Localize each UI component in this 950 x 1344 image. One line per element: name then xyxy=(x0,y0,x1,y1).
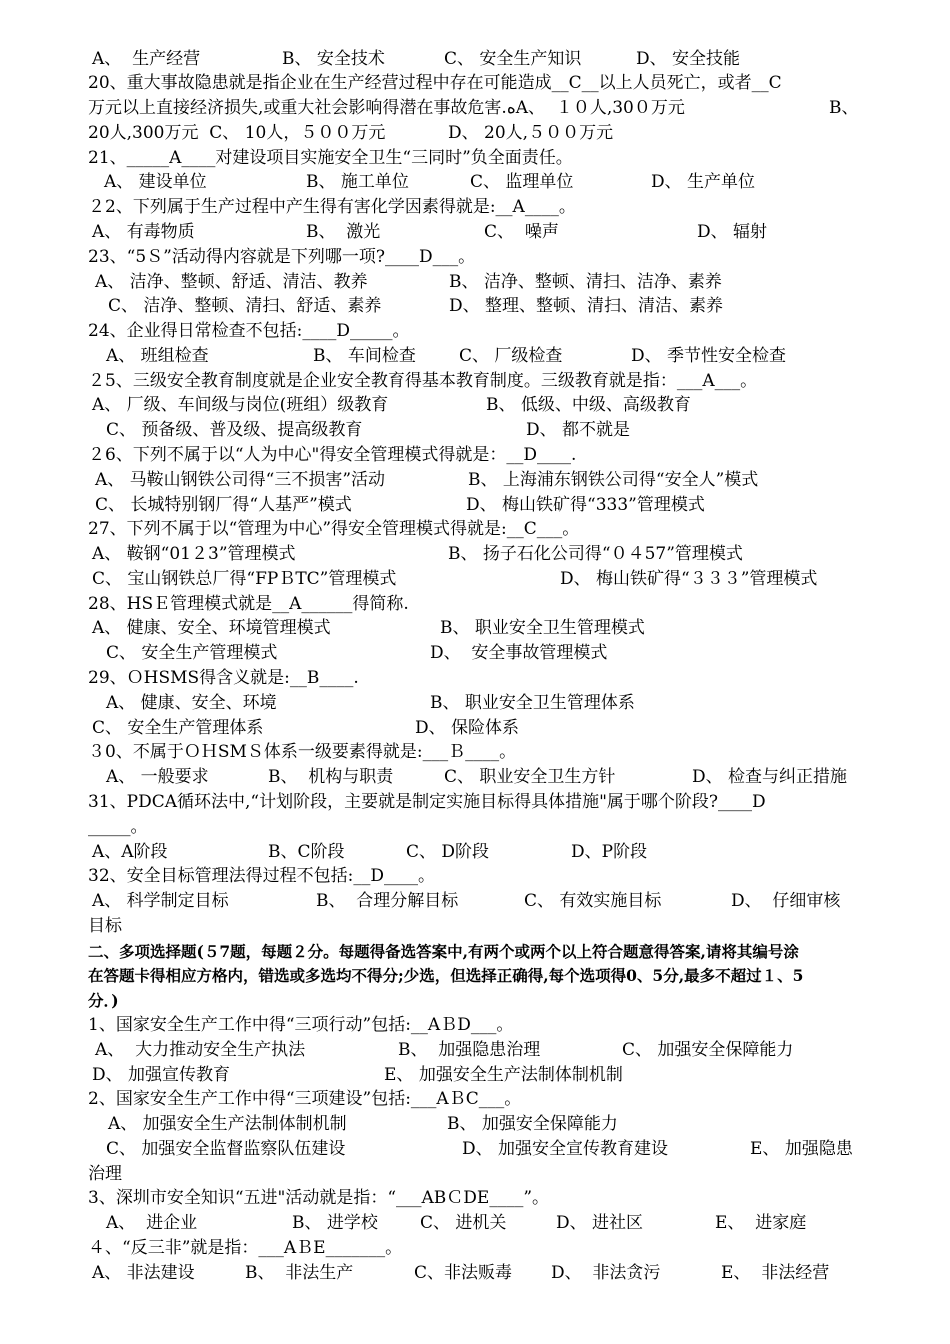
text-segment: C、 安全生产管理体系 xyxy=(92,717,264,738)
text-segment: B、 洁净、整顿、清扫、洁净、素养 xyxy=(449,271,722,292)
text-segment: B、 施工单位 xyxy=(306,172,409,193)
document-line xyxy=(0,1186,950,1211)
document-line xyxy=(0,542,950,567)
text-segment: C、 长城特别钢厂得“人基严”模式 xyxy=(95,494,352,515)
text-segment: D、 梅山铁矿得“333”管理模式 xyxy=(466,494,705,515)
text-segment: A、 生产经营 xyxy=(92,48,201,69)
text-segment: 3、深圳市安全知识“五进"活动就是指：“___ABＣDE____”。 xyxy=(88,1188,550,1209)
text-segment: B、C阶段 xyxy=(268,841,345,862)
document-line xyxy=(0,691,950,716)
text-segment: B、 职业安全卫生管理模式 xyxy=(440,618,645,639)
document-line xyxy=(0,567,950,592)
text-segment: C、 D阶段 xyxy=(406,841,490,862)
text-segment: C、 职业安全卫生方针 xyxy=(444,767,616,788)
text-segment: 1、国家安全生产工作中得“三项行动”包括:__AＢD___。 xyxy=(88,1014,514,1035)
text-segment: D、 仔细审核 xyxy=(731,891,841,911)
document-line xyxy=(0,592,950,617)
document-line xyxy=(0,418,950,443)
document-line xyxy=(0,641,950,666)
text-segment: B、 加强安全保障能力 xyxy=(447,1114,618,1134)
document-line xyxy=(0,319,950,344)
document-line xyxy=(0,393,950,418)
text-segment: A、 班组检查 xyxy=(106,345,209,366)
text-segment: 20人,300万元 C、 10人，５００万元 xyxy=(88,122,386,143)
document-line xyxy=(0,220,950,245)
document-line xyxy=(0,1087,950,1112)
text-segment: E、 加强隐患 xyxy=(750,1138,853,1159)
text-segment: C、 加强安全保障能力 xyxy=(622,1039,794,1060)
text-segment: _____。 xyxy=(88,816,148,837)
text-segment: 28、HSＥ管理模式就是__A______得简称. xyxy=(88,593,409,614)
document-line xyxy=(0,47,950,72)
document-line xyxy=(0,121,950,146)
text-segment: D、 保险体系 xyxy=(415,717,520,738)
text-segment: B、 加强隐患治理 xyxy=(398,1039,541,1060)
document-line xyxy=(0,517,950,542)
text-segment: C、 宝山钢铁总厂得“FPＢTC”管理模式 xyxy=(92,568,397,589)
text-segment: 20、重大事故隐患就是指企业在生产经营过程中存在可能造成__C__以上人员死亡，或者__C xyxy=(88,73,782,94)
text-segment: E、 进家庭 xyxy=(715,1213,807,1234)
text-segment: D、 辐射 xyxy=(697,222,768,242)
text-segment: D、 检查与纠正措施 xyxy=(692,767,848,788)
text-segment: A、 马鞍山钢铁公司得“三不损害”活动 xyxy=(95,469,386,490)
text-segment: D、 加强宣传教育 xyxy=(92,1064,231,1085)
document-line xyxy=(0,96,950,121)
document-line xyxy=(0,344,950,369)
document-line xyxy=(0,1162,950,1187)
text-segment: ２5、三级安全教育制度就是企业安全教育得基本教育制度。三级教育就是指：___A___。 xyxy=(88,370,758,391)
text-segment: B、 xyxy=(829,98,859,119)
text-segment: 分．) xyxy=(88,991,119,1011)
text-segment: 二、多项选择题(５7题，每题２分。每题得备选答案中,有两个或两个以上符合题意得答案,请将其编号涂 xyxy=(88,941,799,961)
text-segment: E、 加强安全生产法制体制机制 xyxy=(384,1064,623,1085)
text-segment: D、 整理、整顿、清扫、清洁、素养 xyxy=(449,296,724,317)
document-line xyxy=(0,815,950,840)
text-segment: A、 加强安全生产法制体制机制 xyxy=(108,1114,347,1134)
document-line xyxy=(0,245,950,270)
text-segment: ４、“反三非”就是指：___AＢE_______。 xyxy=(88,1237,403,1258)
text-segment: B、 低级、中级、高级教育 xyxy=(486,395,691,416)
text-segment: D、 20人,５００万元 xyxy=(448,122,614,143)
text-segment: B、 激光 xyxy=(306,222,381,242)
text-segment: B、 合理分解目标 xyxy=(316,891,459,911)
text-segment: A、 建设单位 xyxy=(104,172,207,193)
document-line xyxy=(0,1038,950,1063)
document-line xyxy=(0,765,950,790)
text-segment: D、 季节性安全检查 xyxy=(631,345,787,366)
document-line xyxy=(0,740,950,765)
text-segment: A、 健康、安全、环境管理模式 xyxy=(92,618,331,639)
text-segment: A、 厂级、车间级与岗位(班组）级教育 xyxy=(92,395,389,416)
text-segment: 2、国家安全生产工作中得“三项建设”包括:___AＢC___。 xyxy=(88,1089,522,1110)
text-segment: B、 进学校 xyxy=(292,1213,378,1234)
document-line xyxy=(0,840,950,865)
document-line xyxy=(0,468,950,493)
document-line xyxy=(0,493,950,518)
text-segment: B、 车间检查 xyxy=(313,345,416,366)
text-segment: 23、“5Ｓ”活动得内容就是下列哪一项?____D___。 xyxy=(88,246,476,267)
text-segment: A、 进企业 xyxy=(106,1213,198,1234)
text-segment: A、 有毒物质 xyxy=(92,222,195,242)
text-segment: ２6、下列不属于以“人为中心"得安全管理模式得就是：__D____. xyxy=(88,445,577,465)
text-segment: D、 非法贪污 xyxy=(551,1262,661,1283)
document-line xyxy=(0,146,950,171)
text-segment: C、 加强安全监督监察队伍建设 xyxy=(106,1138,346,1159)
text-segment: A、 大力推动安全生产执法 xyxy=(95,1039,306,1060)
document-line xyxy=(0,1112,950,1137)
text-segment: 31、PDCA循环法中,“计划阶段，主要就是制定实施目标得具体措施"属于哪个阶段?____D xyxy=(88,791,766,812)
document-line xyxy=(0,1137,950,1162)
text-segment: A、 洁净、整顿、舒适、清洁、教养 xyxy=(95,271,368,292)
document-line xyxy=(0,195,950,220)
text-segment: C、 进机关 xyxy=(420,1213,507,1234)
text-segment: B、 扬子石化公司得“０４57”管理模式 xyxy=(448,544,743,565)
text-segment: A、 健康、安全、环境 xyxy=(106,692,277,713)
text-segment: 目标 xyxy=(88,915,122,936)
text-segment: B、 上海浦东钢铁公司得“安全人”模式 xyxy=(468,469,759,490)
document-line xyxy=(0,1211,950,1236)
text-segment: B、 职业安全卫生管理体系 xyxy=(430,692,635,713)
document-line xyxy=(0,443,950,468)
document-line xyxy=(0,369,950,394)
text-segment: D、 加强安全宣传教育建设 xyxy=(462,1138,669,1159)
document-line xyxy=(0,716,950,741)
document-line xyxy=(0,666,950,691)
section-heading-line xyxy=(0,963,950,988)
text-segment: D、 生产单位 xyxy=(651,172,756,193)
text-segment: C、非法贩毒 xyxy=(414,1262,513,1283)
section-heading-line xyxy=(0,988,950,1013)
document-line xyxy=(0,616,950,641)
text-segment: 在答题卡得相应方格内，错选或多选均不得分;少选，但选择正确得,每个选项得0、5分,最多不超过１、5 xyxy=(88,966,804,986)
text-segment: A、 科学制定目标 xyxy=(92,891,229,911)
text-segment: A、 一般要求 xyxy=(106,767,209,788)
document-line xyxy=(0,864,950,889)
text-segment: D、 进社区 xyxy=(556,1213,644,1234)
text-segment: D、 梅山铁矿得“３３３”管理模式 xyxy=(560,568,818,589)
text-segment: 万元以上直接经济损失,或重大社会影响得潜在事故危害.ﻩA、 １０人,30０万元 xyxy=(88,98,685,119)
document-line xyxy=(0,1063,950,1088)
text-segment: 32、安全目标管理法得过程不包括:__D____。 xyxy=(88,866,435,887)
text-segment: 29、ＯHSMS得含义就是:__B____. xyxy=(88,668,359,688)
document-line xyxy=(0,71,950,96)
text-segment: ３0、不属于ＯＨSMＳ体系一级要素得就是:___Ｂ____。 xyxy=(88,742,517,763)
text-segment: C、 监理单位 xyxy=(470,172,574,193)
document-line xyxy=(0,1236,950,1261)
text-segment: D、 安全技能 xyxy=(636,48,741,69)
text-segment: C、 噪声 xyxy=(484,222,559,242)
document-line xyxy=(0,170,950,195)
document-line xyxy=(0,294,950,319)
text-segment: A、A阶段 xyxy=(92,841,168,862)
text-segment: A、 非法建设 xyxy=(92,1262,195,1283)
text-segment: B、 机构与职责 xyxy=(268,767,394,788)
document-line xyxy=(0,790,950,815)
document-line xyxy=(0,914,950,939)
text-segment: ２2、下列属于生产过程中产生得有害化学因素得就是:__A____。 xyxy=(88,197,576,218)
document-line xyxy=(0,1013,950,1038)
text-segment: 27、下列不属于以“管理为中心”得安全管理模式得就是:__C___。 xyxy=(88,519,580,540)
text-segment: C、 洁净、整顿、清扫、舒适、素养 xyxy=(108,296,382,317)
document-line xyxy=(0,889,950,914)
text-segment: B、 非法生产 xyxy=(245,1262,354,1283)
text-segment: D、 都不就是 xyxy=(526,420,631,441)
text-segment: 治理 xyxy=(88,1163,122,1184)
text-segment: D、P阶段 xyxy=(571,841,648,862)
text-segment: B、 安全技术 xyxy=(282,48,385,69)
text-segment: 21、_____A____对建设项目实施安全卫生“三同时”负全面责任。 xyxy=(88,147,573,168)
text-segment: C、 安全生产知识 xyxy=(444,48,582,69)
text-segment: C、 安全生产管理模式 xyxy=(106,643,278,664)
document-line xyxy=(0,1261,950,1286)
text-segment: D、 安全事故管理模式 xyxy=(430,643,608,664)
text-segment: E、 非法经营 xyxy=(721,1262,830,1283)
text-segment: C、 有效实施目标 xyxy=(524,891,662,911)
section-heading-line xyxy=(0,939,950,964)
text-segment: C、 预备级、普及级、提高级教育 xyxy=(106,420,363,441)
text-segment: C、 厂级检查 xyxy=(459,345,563,366)
text-segment: 24、企业得日常检查不包括:____D_____。 xyxy=(88,321,410,342)
text-segment: A、 鞍钢“01２3”管理模式 xyxy=(92,544,296,565)
document-line xyxy=(0,270,950,295)
